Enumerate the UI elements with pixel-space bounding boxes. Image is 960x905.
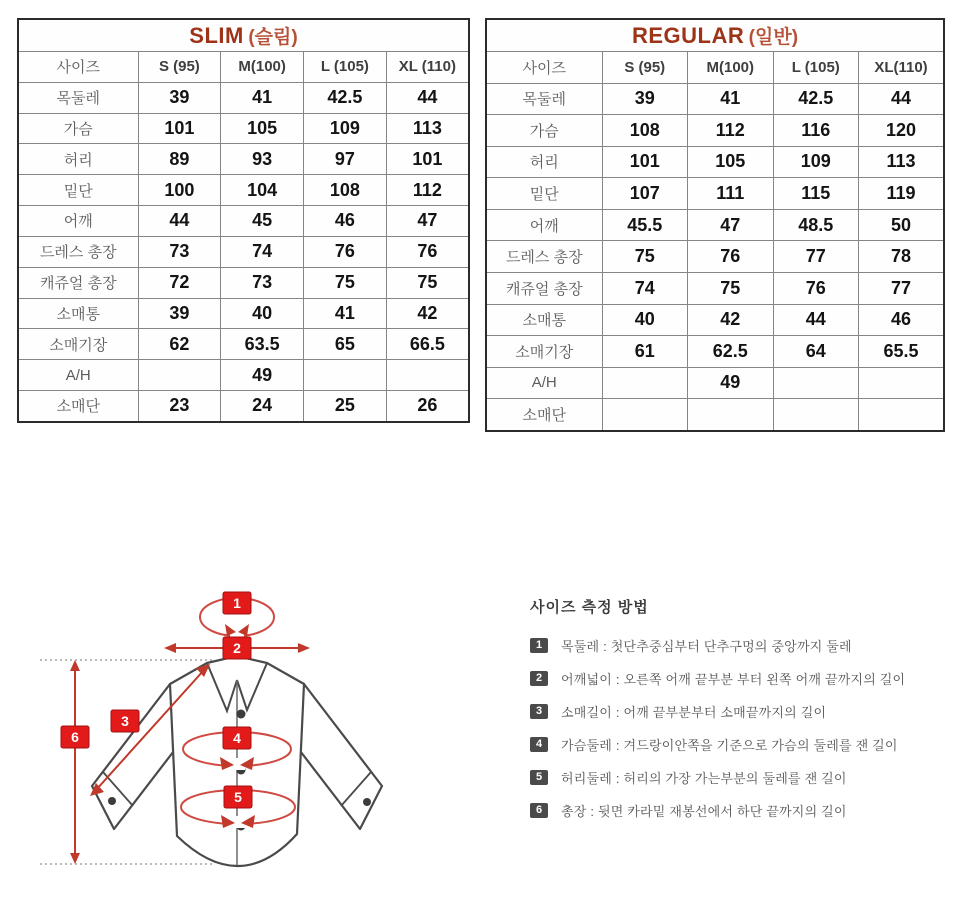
column-header: L (105) xyxy=(773,52,859,84)
size-value: 112 xyxy=(386,175,469,206)
size-value: 75 xyxy=(386,267,469,298)
size-value: 93 xyxy=(221,144,304,175)
size-value: 65 xyxy=(304,329,387,360)
column-header: S (95) xyxy=(138,52,221,83)
size-value: 111 xyxy=(688,178,774,210)
size-value xyxy=(688,399,774,431)
header-row xyxy=(486,52,944,84)
size-value: 24 xyxy=(221,390,304,422)
size-value xyxy=(859,399,945,431)
row-label: 허리 xyxy=(486,146,602,178)
size-value: 41 xyxy=(221,82,304,113)
row-label: 어깨 xyxy=(486,209,602,241)
size-value: 77 xyxy=(773,241,859,273)
table-title-ko: (슬림) xyxy=(248,27,298,48)
table-row xyxy=(486,336,944,368)
right-sleeve xyxy=(294,684,382,829)
table-row xyxy=(486,146,944,178)
size-value: 72 xyxy=(138,267,221,298)
item-number-badge: 2 xyxy=(530,671,548,686)
size-value: 44 xyxy=(138,206,221,237)
svg-text:4: 4 xyxy=(233,730,241,746)
guide-item xyxy=(530,769,950,785)
total-length-arrow xyxy=(70,660,80,864)
size-value: 44 xyxy=(773,304,859,336)
size-value: 78 xyxy=(859,241,945,273)
size-value: 47 xyxy=(688,209,774,241)
size-value: 101 xyxy=(386,144,469,175)
size-value: 109 xyxy=(773,146,859,178)
row-label: 가슴 xyxy=(18,113,138,144)
marker-6-badge xyxy=(61,726,89,748)
table-row xyxy=(486,209,944,241)
size-value: 44 xyxy=(386,82,469,113)
marker-1-badge xyxy=(223,592,251,614)
column-header: 사이즈 xyxy=(18,52,138,83)
table-row xyxy=(18,206,469,237)
row-label: 밑단 xyxy=(486,178,602,210)
table-row xyxy=(486,241,944,273)
row-label: 소매통 xyxy=(486,304,602,336)
table-row xyxy=(486,304,944,336)
row-label: 소매기장 xyxy=(18,329,138,360)
column-header: M(100) xyxy=(688,52,774,84)
size-value xyxy=(859,367,945,399)
table-title xyxy=(18,19,469,52)
table-row xyxy=(486,399,944,431)
row-label: 허리 xyxy=(18,144,138,175)
size-value: 108 xyxy=(602,115,688,147)
svg-text:2: 2 xyxy=(233,640,241,656)
size-value: 39 xyxy=(138,82,221,113)
item-number-badge: 3 xyxy=(530,704,548,719)
size-value: 119 xyxy=(859,178,945,210)
measurement-guide xyxy=(530,590,950,835)
size-value: 47 xyxy=(386,206,469,237)
table-row xyxy=(486,367,944,399)
guide-item xyxy=(530,670,950,686)
row-label: 드레스 총장 xyxy=(18,236,138,267)
row-label: 소매통 xyxy=(18,298,138,329)
row-label: 목둘레 xyxy=(18,82,138,113)
table-title-en: SLIM xyxy=(189,23,244,48)
row-label: A/H xyxy=(18,360,138,391)
marker-3-badge xyxy=(111,710,139,732)
size-value: 100 xyxy=(138,175,221,206)
guide-item xyxy=(530,703,950,719)
size-value: 42.5 xyxy=(773,83,859,115)
size-value: 73 xyxy=(138,236,221,267)
row-label: 소매기장 xyxy=(486,336,602,368)
table-row xyxy=(18,329,469,360)
row-label: 목둘레 xyxy=(486,83,602,115)
table-row xyxy=(486,178,944,210)
marker-2-badge xyxy=(223,637,251,659)
size-value: 120 xyxy=(859,115,945,147)
size-value: 73 xyxy=(221,267,304,298)
header-row xyxy=(18,52,469,83)
size-value xyxy=(138,360,221,391)
size-value: 76 xyxy=(688,241,774,273)
guide-item xyxy=(530,802,950,818)
size-value: 109 xyxy=(304,113,387,144)
size-value: 40 xyxy=(221,298,304,329)
size-value: 44 xyxy=(859,83,945,115)
row-label: 소매단 xyxy=(18,390,138,422)
size-value: 45 xyxy=(221,206,304,237)
svg-text:6: 6 xyxy=(71,729,79,745)
size-value: 42 xyxy=(688,304,774,336)
size-value: 49 xyxy=(688,367,774,399)
shirt-measurement-diagram xyxy=(30,580,510,892)
size-value: 41 xyxy=(304,298,387,329)
left-sleeve xyxy=(92,684,180,829)
row-label: 밑단 xyxy=(18,175,138,206)
size-value: 89 xyxy=(138,144,221,175)
guide-item xyxy=(530,637,950,653)
size-value xyxy=(304,360,387,391)
item-text: 가슴둘레 : 겨드랑이안쪽을 기준으로 가슴의 둘레를 잰 길이 xyxy=(561,737,898,753)
size-value: 115 xyxy=(773,178,859,210)
column-header: 사이즈 xyxy=(486,52,602,84)
row-label: 캐쥬얼 총장 xyxy=(18,267,138,298)
size-value: 76 xyxy=(304,236,387,267)
table-row xyxy=(18,175,469,206)
table-title xyxy=(486,19,944,52)
size-value: 76 xyxy=(386,236,469,267)
size-value: 46 xyxy=(304,206,387,237)
size-value: 42 xyxy=(386,298,469,329)
size-value: 97 xyxy=(304,144,387,175)
marker-4-badge xyxy=(223,727,251,749)
svg-text:5: 5 xyxy=(234,789,242,805)
item-number-badge: 6 xyxy=(530,803,548,818)
svg-text:1: 1 xyxy=(233,595,241,611)
size-value: 63.5 xyxy=(221,329,304,360)
size-value xyxy=(773,367,859,399)
size-value xyxy=(602,399,688,431)
size-value: 113 xyxy=(386,113,469,144)
size-value: 105 xyxy=(688,146,774,178)
size-value: 74 xyxy=(221,236,304,267)
row-label: 가슴 xyxy=(486,115,602,147)
size-value: 113 xyxy=(859,146,945,178)
size-value: 116 xyxy=(773,115,859,147)
size-value: 40 xyxy=(602,304,688,336)
size-value: 107 xyxy=(602,178,688,210)
size-value: 75 xyxy=(688,272,774,304)
item-text: 어깨넓이 : 오른쪽 어깨 끝부분 부터 왼쪽 어깨 끝까지의 길이 xyxy=(561,671,906,687)
row-label: A/H xyxy=(486,367,602,399)
guide-title: 사이즈 측정 방법 xyxy=(530,599,649,616)
marker-5-badge xyxy=(224,786,252,808)
size-value: 105 xyxy=(221,113,304,144)
table-row xyxy=(486,272,944,304)
table-row xyxy=(18,298,469,329)
row-label: 캐쥬얼 총장 xyxy=(486,272,602,304)
size-value xyxy=(602,367,688,399)
size-value: 62 xyxy=(138,329,221,360)
column-header: S (95) xyxy=(602,52,688,84)
column-header: XL (110) xyxy=(386,52,469,83)
table-row xyxy=(486,115,944,147)
size-value: 64 xyxy=(773,336,859,368)
table-row xyxy=(18,144,469,175)
size-value: 65.5 xyxy=(859,336,945,368)
size-value: 48.5 xyxy=(773,209,859,241)
row-label: 드레스 총장 xyxy=(486,241,602,273)
column-header: M(100) xyxy=(221,52,304,83)
size-value: 23 xyxy=(138,390,221,422)
size-value: 77 xyxy=(859,272,945,304)
size-value xyxy=(773,399,859,431)
size-value: 39 xyxy=(602,83,688,115)
size-value: 41 xyxy=(688,83,774,115)
size-value xyxy=(386,360,469,391)
table-title-ko: (일반) xyxy=(748,27,799,48)
row-label: 소매단 xyxy=(486,399,602,431)
size-value: 108 xyxy=(304,175,387,206)
table-row xyxy=(18,390,469,422)
table-row xyxy=(18,360,469,391)
size-value: 50 xyxy=(859,209,945,241)
size-value: 45.5 xyxy=(602,209,688,241)
column-header: XL(110) xyxy=(859,52,945,84)
table-row xyxy=(18,82,469,113)
size-value: 101 xyxy=(138,113,221,144)
size-value: 75 xyxy=(304,267,387,298)
item-text: 허리둘레 : 허리의 가장 가는부분의 둘레를 잰 길이 xyxy=(561,770,847,786)
right-cuff-button xyxy=(363,798,371,806)
size-value: 46 xyxy=(859,304,945,336)
shirt-diagram-svg xyxy=(30,580,510,892)
size-value: 76 xyxy=(773,272,859,304)
size-value: 26 xyxy=(386,390,469,422)
size-value: 112 xyxy=(688,115,774,147)
table-row xyxy=(486,83,944,115)
item-number-badge: 1 xyxy=(530,638,548,653)
size-value: 66.5 xyxy=(386,329,469,360)
guide-item-list xyxy=(530,637,950,818)
size-value: 74 xyxy=(602,272,688,304)
size-value: 104 xyxy=(221,175,304,206)
svg-text:3: 3 xyxy=(121,713,129,729)
size-value: 101 xyxy=(602,146,688,178)
table-title-en: REGULAR xyxy=(631,23,745,48)
guide-item xyxy=(530,736,950,752)
table-row xyxy=(18,267,469,298)
item-text: 소매길이 : 어깨 끝부분부터 소매끝까지의 길이 xyxy=(561,704,827,720)
size-value: 62.5 xyxy=(688,336,774,368)
size-value: 49 xyxy=(221,360,304,391)
column-header: L (105) xyxy=(304,52,387,83)
item-text: 목둘레 : 첫단추중심부터 단추구멍의 중앙까지 둘레 xyxy=(561,638,852,654)
item-number-badge: 5 xyxy=(530,770,548,785)
table-row xyxy=(18,236,469,267)
regular-size-table xyxy=(485,18,945,432)
size-value: 39 xyxy=(138,298,221,329)
item-number-badge: 4 xyxy=(530,737,548,752)
slim-size-table xyxy=(17,18,470,423)
row-label: 어깨 xyxy=(18,206,138,237)
item-text: 총장 : 뒷면 카라밑 재봉선에서 하단 끝까지의 길이 xyxy=(561,803,847,819)
size-value: 25 xyxy=(304,390,387,422)
left-cuff-button xyxy=(108,797,116,805)
size-value: 42.5 xyxy=(304,82,387,113)
size-value: 75 xyxy=(602,241,688,273)
size-value: 61 xyxy=(602,336,688,368)
table-row xyxy=(18,113,469,144)
